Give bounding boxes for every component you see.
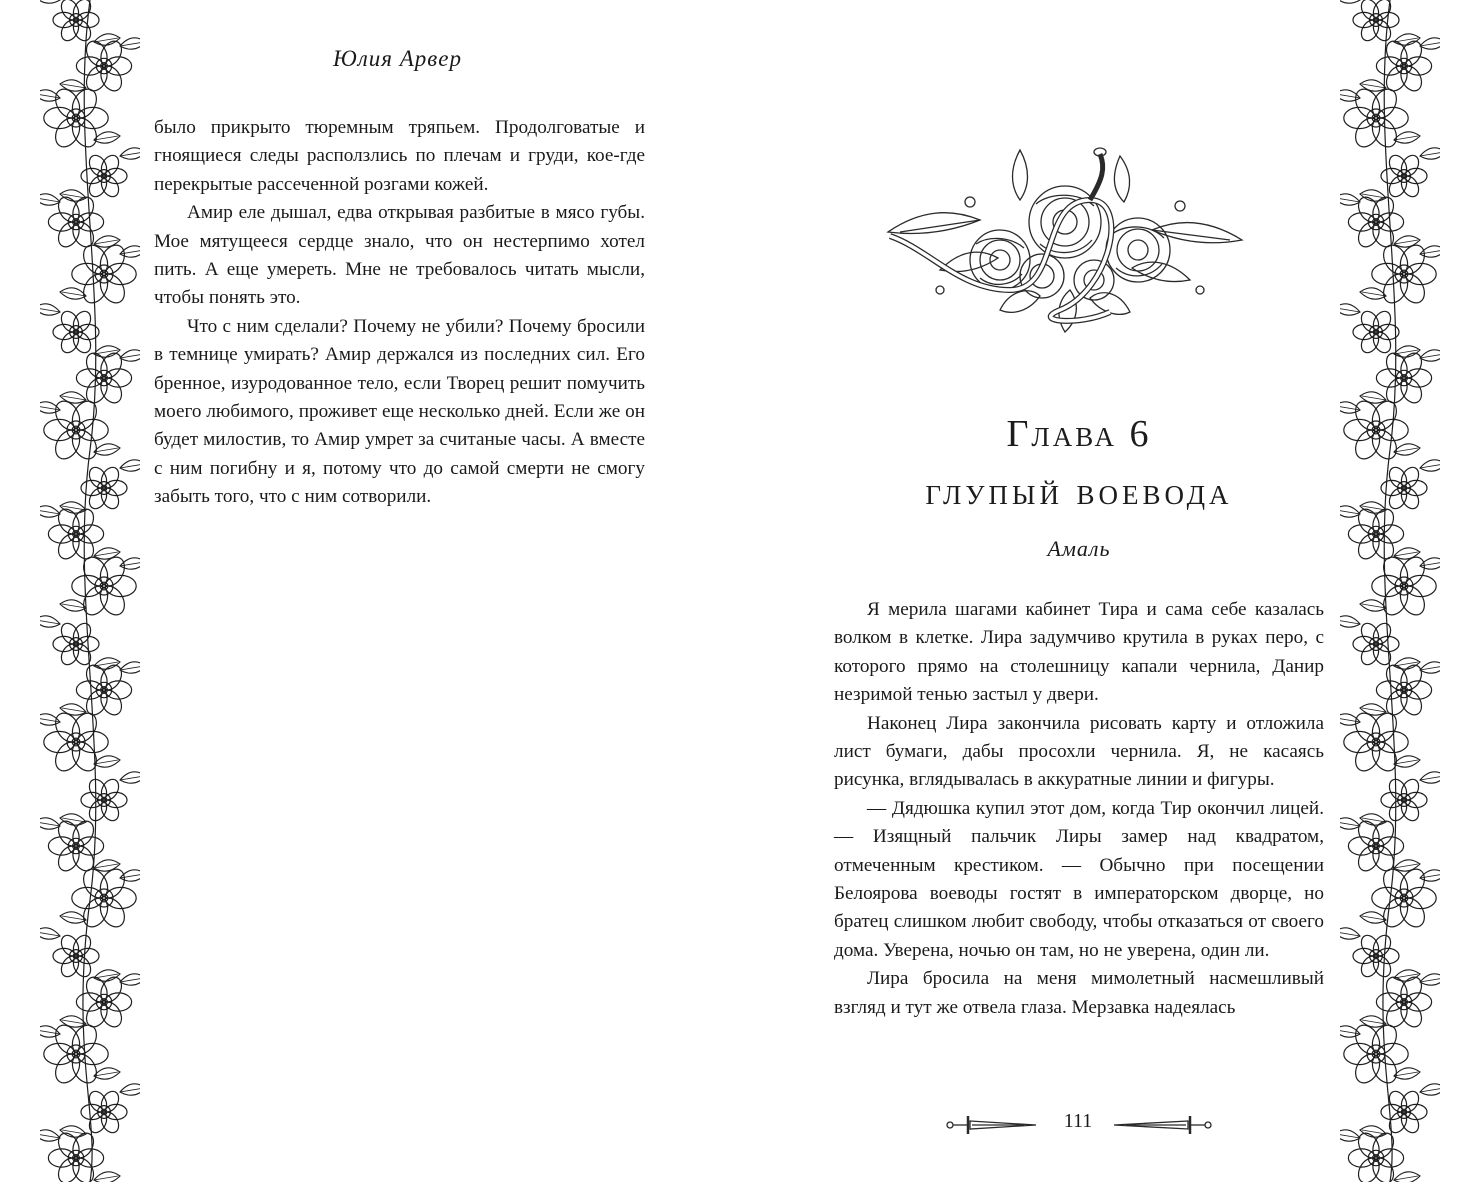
paragraph: Что с ним сделали? Почему не убили? Почему бросили в темнице умирать? Амир держался из последних сил. Его бренное, изуродованное тело, если Творец решит помучить моего любимого, проживет еще несколько дней. Если же он будет милостив, то Амир умрет за считаные часы. А вместе с ним погибну и я, потому что до самой смерти не смогу забыть того, что с ним сотворили. <box>154 315 645 508</box>
paragraph: — Дядюшка купил этот дом, когда Тир окончил лицей. — Изящный пальчик Лиры замер над квадратом, отмеченным крестиком. — Обычно при посещении Белоярова воеводы гостят в императорском дворце, но братец слишком любит свободу, чтобы отказаться от своего дома. Уверена, ночью он там, но не уверена, один ли. <box>834 797 1324 961</box>
right-page-body <box>834 596 1324 1022</box>
left-page-body <box>154 114 645 512</box>
chapter-pov-name: Амаль <box>1047 536 1111 561</box>
snake-and-roses-ornament-icon <box>880 140 1250 340</box>
paragraph: Наконец Лира закончила рисовать карту и отложила лист бумаги, дабы просохли чернила. Я, не касаясь рисунка, вглядывалась в аккуратные линии и фигуры. <box>834 712 1324 791</box>
floral-border-left-icon <box>40 0 140 1182</box>
page-number: 111 <box>1063 1110 1093 1132</box>
paragraph: Я мерила шагами кабинет Тира и сама себе казалась волком в клетке. Лира задумчиво крутила в руках перо, с которого прямо на столешницу капали чернила, Данир незримой тенью застыл у двери. <box>834 599 1324 706</box>
paragraph: было прикрыто тюремным тряпьем. Продолговатые и гноящиеся следы расползлись по плечам и груди, кое-где перекрытые рассеченной розгами кожей. <box>154 117 645 195</box>
dagger-right-icon <box>1114 1116 1211 1134</box>
paragraph: Амир еле дышал, едва открывая разбитые в мясо губы. Мое мятущееся сердце знало, что он нестерпимо хотел пить. А еще умереть. Мне не требовалось читать мысли, чтобы понять это. <box>154 202 645 309</box>
paragraph: Лира бросила на меня мимолетный насмешливый взгляд и тут же отвела глаза. Мерзавка надеялась <box>834 968 1324 1018</box>
chapter-title: глупый воевода <box>925 471 1233 513</box>
chapter-number: Глава 6 <box>1006 413 1152 455</box>
dagger-left-icon <box>947 1116 1036 1134</box>
floral-border-right-icon <box>1340 0 1440 1182</box>
running-head-author: Юлия Арвер <box>333 46 462 71</box>
